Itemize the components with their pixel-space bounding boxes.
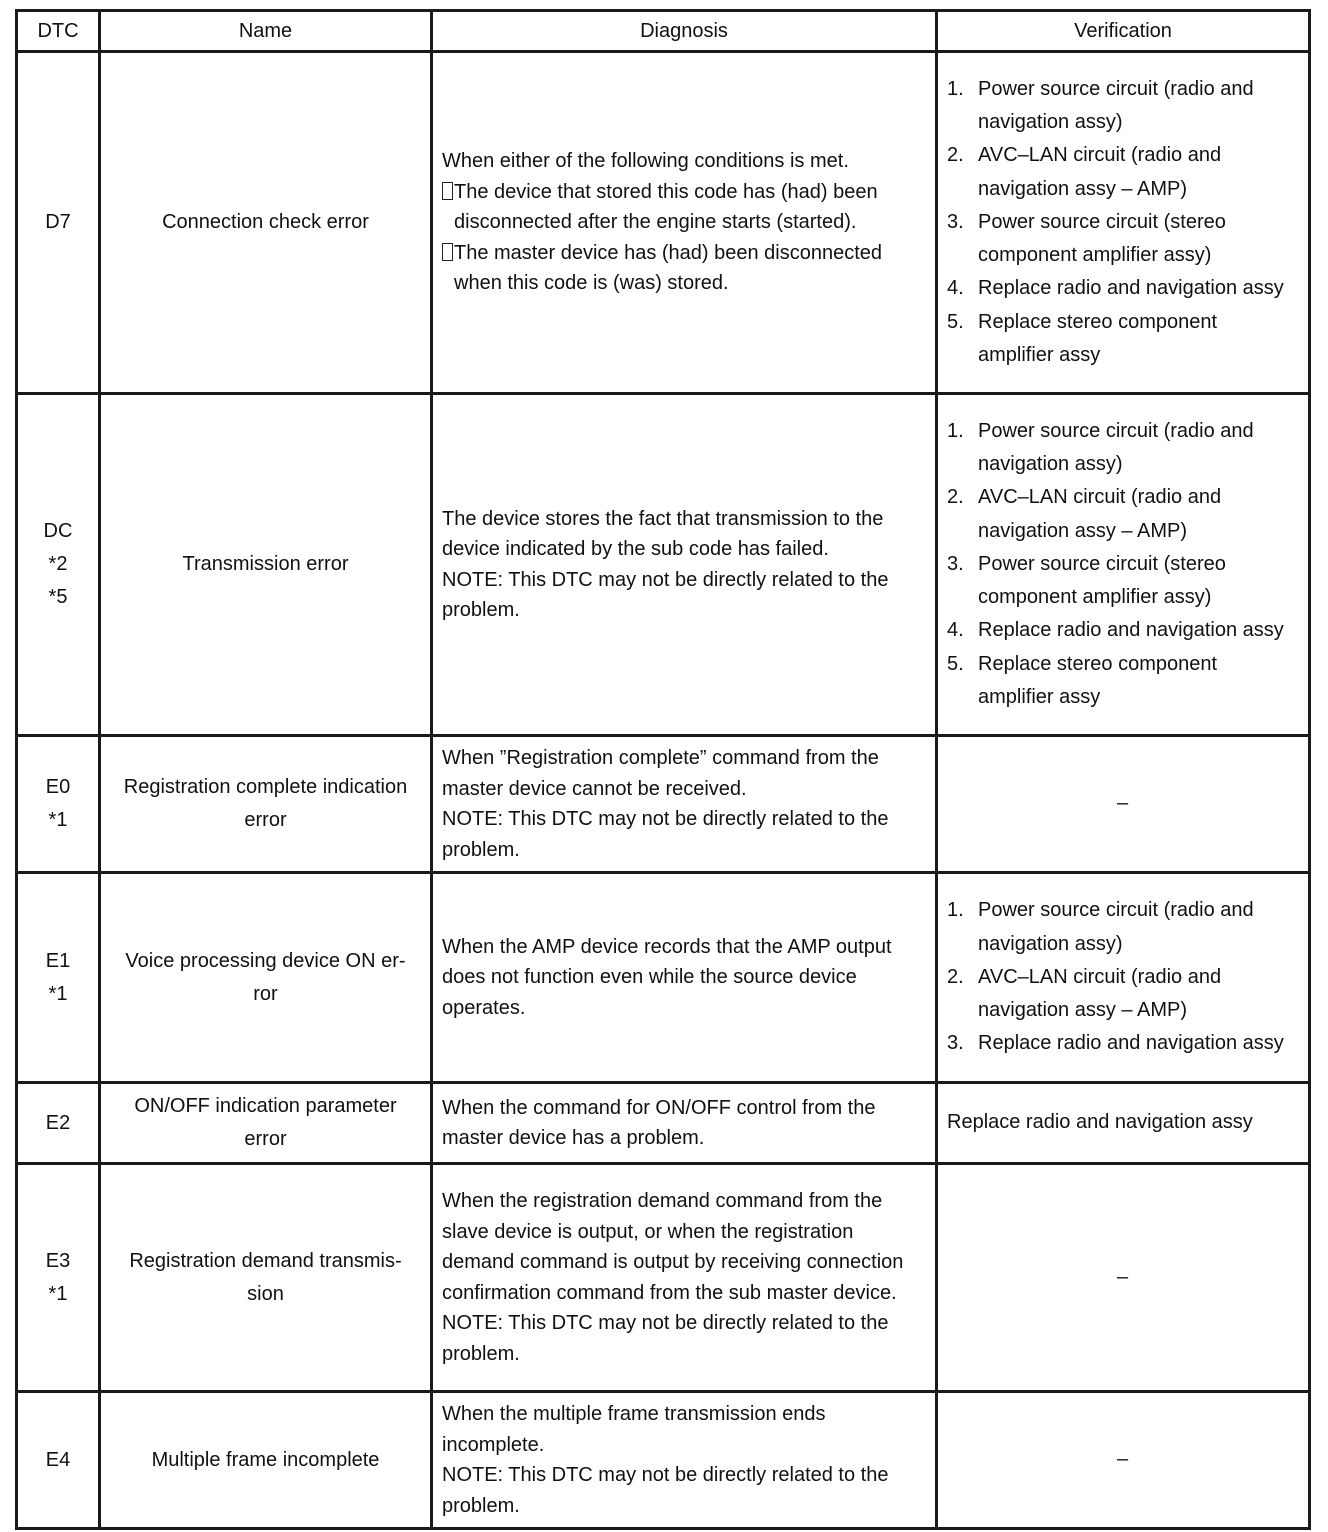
verification-cell: – xyxy=(937,1164,1310,1392)
diagnosis-cell: When the AMP device records that the AMP output does not function even while the source device operates. xyxy=(432,873,937,1083)
dtc-cell: E2 xyxy=(17,1083,100,1164)
header-name: Name xyxy=(100,11,432,52)
diagnosis-cell: When the registration demand command from the slave device is output, or when the registration demand command is output by receiving connection confirmation command from the sub master device. NOTE: This DTC may not be directly related to the problem. xyxy=(432,1164,937,1392)
verification-cell: Replace radio and navigation assy xyxy=(937,1083,1310,1164)
list-item: The master device has (had) been disconnected when this code is (was) stored. xyxy=(442,238,925,299)
list-item: 2. AVC–LAN circuit (radio and navigation assy – AMP) xyxy=(947,965,1222,1022)
dtc-cell: D7 xyxy=(17,52,100,394)
name-cell: Registration complete indication error xyxy=(100,736,432,873)
checkbox-glyph-icon xyxy=(442,243,453,261)
name-cell: ON/OFF indication parameter error xyxy=(100,1083,432,1164)
diagnosis-cell: When the multiple frame transmission ends incomplete. NOTE: This DTC may not be directly related to the problem. xyxy=(432,1392,937,1529)
name-cell: Connection check error xyxy=(100,52,432,394)
list-item: 2. AVC–LAN circuit (radio and navigation assy – AMP) xyxy=(947,144,1222,200)
list-item: 1. Power source circuit (radio and navigation assy) xyxy=(947,77,1254,133)
list-item: 3. Replace radio and navigation assy xyxy=(947,1032,1284,1055)
dtc-cell: E0 *1 xyxy=(17,736,100,873)
name-cell: Multiple frame incomplete xyxy=(100,1392,432,1529)
list-item: 3. Power source circuit (stereo component amplifier assy) xyxy=(947,552,1226,609)
name-cell: Transmission error xyxy=(100,394,432,736)
table-row xyxy=(17,52,1310,394)
verification-cell: – xyxy=(937,1392,1310,1529)
table-row xyxy=(17,394,1310,736)
diagnosis-cell: The device stores the fact that transmission to the device indicated by the sub code has failed. NOTE: This DTC may not be directly related to the problem. xyxy=(432,394,937,736)
header-row xyxy=(17,11,1310,52)
table-row xyxy=(17,1164,1310,1392)
list-item: 4. Replace radio and navigation assy xyxy=(947,277,1284,300)
table-row xyxy=(17,1083,1310,1164)
checkbox-glyph-icon xyxy=(442,182,453,200)
verification-cell: – xyxy=(937,736,1310,873)
list-item: 1. Power source circuit (radio and navigation assy) xyxy=(947,899,1254,955)
table-row xyxy=(17,1392,1310,1529)
header-verification: Verification xyxy=(937,11,1310,52)
verification-cell xyxy=(937,873,1310,1083)
dtc-table xyxy=(15,9,1311,1530)
dtc-cell: E3 *1 xyxy=(17,1164,100,1392)
list-item: 3. Power source circuit (stereo component amplifier assy) xyxy=(947,210,1226,267)
diagnosis-cell: When the command for ON/OFF control from the master device has a problem. xyxy=(432,1083,937,1164)
dtc-cell: DC *2 *5 xyxy=(17,394,100,736)
table-row xyxy=(17,873,1310,1083)
verification-cell xyxy=(937,52,1310,394)
name-cell: Registration demand transmis- sion xyxy=(100,1164,432,1392)
list-item: 5. Replace stereo component amplifier assy xyxy=(947,652,1218,709)
list-item: The device that stored this code has (had) been disconnected after the engine starts (started). xyxy=(442,177,925,238)
verification-cell xyxy=(937,394,1310,736)
dtc-cell: E4 xyxy=(17,1392,100,1529)
header-diagnosis: Diagnosis xyxy=(432,11,937,52)
diagnosis-cell: When either of the following conditions is met. The device that stored this code has (had) been disconnected after the engine starts (started). The master device has (had) been disconnected when this code is (was) stored. xyxy=(432,52,937,394)
dtc-cell: E1 *1 xyxy=(17,873,100,1083)
list-item: 1. Power source circuit (radio and navigation assy) xyxy=(947,419,1254,475)
list-item: 5. Replace stereo component amplifier assy xyxy=(947,310,1218,367)
table-row xyxy=(17,736,1310,873)
header-dtc: DTC xyxy=(17,11,100,52)
name-cell: Voice processing device ON er- ror xyxy=(100,873,432,1083)
list-item: 2. AVC–LAN circuit (radio and navigation assy – AMP) xyxy=(947,486,1222,542)
list-item: 4. Replace radio and navigation assy xyxy=(947,619,1284,642)
diagnosis-cell: When ”Registration complete” command from the master device cannot be received. NOTE: This DTC may not be directly related to the problem. xyxy=(432,736,937,873)
